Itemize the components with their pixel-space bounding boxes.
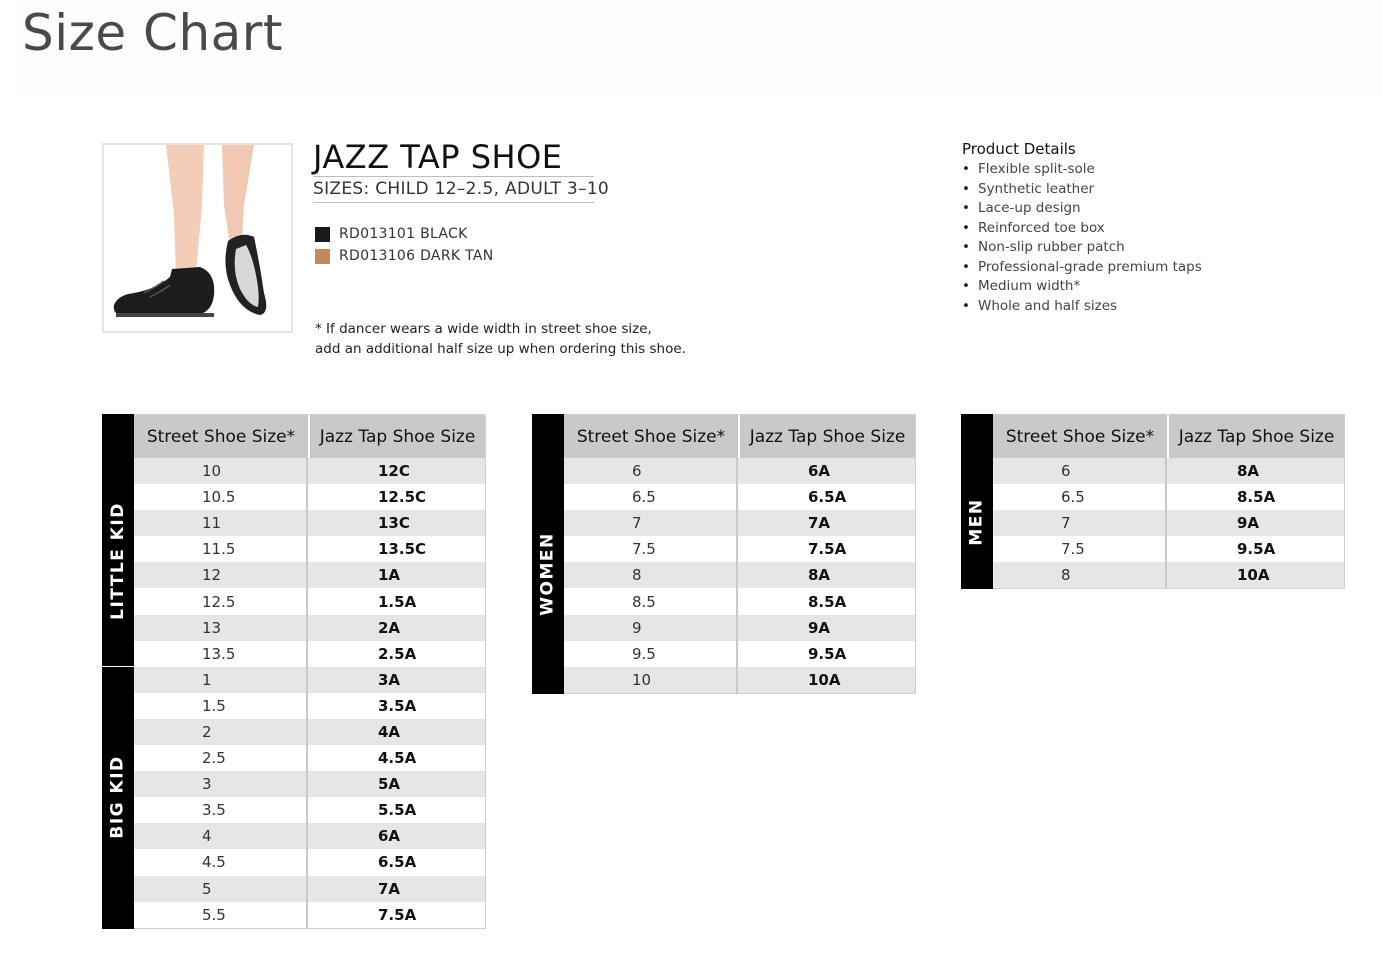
table-row <box>134 588 485 614</box>
street-size-cell: 2.5 <box>134 745 308 771</box>
header-street-size: Street Shoe Size* <box>993 415 1169 458</box>
street-size-cell: 6.5 <box>993 484 1167 510</box>
table-row <box>134 771 485 797</box>
table-row <box>993 510 1344 536</box>
color-list <box>315 223 494 267</box>
jazz-size-cell: 1.5A <box>378 592 417 611</box>
table-row <box>564 588 915 614</box>
category-label: LITTLE KID <box>108 502 128 621</box>
jazz-size-cell: 9A <box>1237 514 1260 533</box>
table-row <box>134 849 485 875</box>
street-size-cell: 9 <box>564 615 738 641</box>
jazz-size-cell: 8A <box>808 566 831 585</box>
jazz-size-cell: 8.5A <box>1237 488 1276 507</box>
product-sizes: SIZES: CHILD 12–2.5, ADULT 3–10 <box>313 179 610 199</box>
jazz-size-cell: 2A <box>378 618 401 637</box>
street-size-cell: 7 <box>993 510 1167 536</box>
jazz-size-cell: 5.5A <box>378 801 417 820</box>
category-sidebar <box>102 414 134 929</box>
jazz-size-cell: 3.5A <box>378 696 417 715</box>
table-header <box>134 415 485 458</box>
details-item: • Professional-grade premium taps <box>962 258 1202 278</box>
street-size-cell: 1.5 <box>134 693 308 719</box>
page-title: Size Chart <box>22 4 283 62</box>
street-size-cell: 4 <box>134 823 308 849</box>
street-size-cell: 6.5 <box>564 484 738 510</box>
street-size-cell: 8.5 <box>564 588 738 614</box>
jazz-size-cell: 12.5C <box>378 488 427 507</box>
jazz-size-cell: 9A <box>808 618 831 637</box>
details-title: Product Details <box>962 140 1076 158</box>
table-row <box>993 458 1344 484</box>
street-size-cell: 3 <box>134 771 308 797</box>
details-item: • Synthetic leather <box>962 180 1202 200</box>
street-size-cell: 4.5 <box>134 849 308 875</box>
table-row <box>134 693 485 719</box>
jazz-size-cell: 6.5A <box>378 853 417 872</box>
table-row <box>134 615 485 641</box>
product-name: JAZZ TAP SHOE <box>313 138 563 176</box>
jazz-size-cell: 7.5A <box>378 905 417 924</box>
size-grid <box>564 414 916 694</box>
street-size-cell: 10 <box>134 458 308 484</box>
header-jazz-size: Jazz Tap Shoe Size <box>749 426 906 447</box>
street-size-cell: 6 <box>564 458 738 484</box>
jazz-size-cell: 12C <box>378 462 410 481</box>
street-size-cell: 7.5 <box>564 536 738 562</box>
table-row <box>134 641 485 667</box>
category-label: MEN <box>967 498 988 546</box>
table-row <box>134 902 485 928</box>
jazz-size-cell: 6A <box>808 462 831 481</box>
street-size-cell: 9.5 <box>564 641 738 667</box>
size-grid <box>993 414 1345 589</box>
table-row <box>134 797 485 823</box>
footnote-line: add an additional half size up when ordering this shoe. <box>315 341 686 357</box>
jazz-size-cell: 2.5A <box>378 644 417 663</box>
category-segment <box>532 457 564 692</box>
street-size-cell: 5.5 <box>134 902 308 928</box>
table-row <box>564 641 915 667</box>
size-table-men <box>961 414 1345 589</box>
street-size-cell: 6 <box>993 458 1167 484</box>
street-size-cell: 10 <box>564 667 738 693</box>
street-size-cell: 13 <box>134 615 308 641</box>
jazz-size-cell: 8A <box>1237 462 1260 481</box>
street-size-cell: 8 <box>993 562 1167 588</box>
jazz-size-cell: 4A <box>378 722 401 741</box>
table-row <box>993 562 1344 588</box>
street-size-cell: 5 <box>134 876 308 902</box>
street-size-cell: 12 <box>134 562 308 588</box>
street-size-cell: 1 <box>134 667 308 693</box>
table-header <box>993 415 1344 458</box>
table-row <box>564 615 915 641</box>
details-item: • Lace-up design <box>962 199 1202 219</box>
table-row <box>134 823 485 849</box>
street-size-cell: 8 <box>564 562 738 588</box>
footnote-line: * If dancer wears a wide width in street shoe size, <box>315 321 652 337</box>
details-item: • Reinforced toe box <box>962 219 1202 239</box>
color-code: RD013101 BLACK <box>339 226 468 242</box>
table-row <box>134 458 485 484</box>
size-grid <box>134 414 486 929</box>
jazz-size-cell: 10A <box>808 670 841 689</box>
table-row <box>134 667 485 693</box>
table-row <box>564 562 915 588</box>
street-size-cell: 11 <box>134 510 308 536</box>
jazz-size-cell: 9.5A <box>808 644 847 663</box>
sidebar-spacer <box>102 414 134 457</box>
street-size-cell: 3.5 <box>134 797 308 823</box>
street-size-cell: 13.5 <box>134 641 308 667</box>
table-row <box>134 745 485 771</box>
jazz-size-cell: 13C <box>378 514 410 533</box>
sidebar-spacer <box>532 414 564 457</box>
sidebar-spacer <box>961 414 993 457</box>
category-label: BIG KID <box>108 755 129 839</box>
jazz-size-cell: 8.5A <box>808 592 847 611</box>
table-row <box>564 510 915 536</box>
color-swatch <box>315 227 330 242</box>
jazz-size-cell: 7A <box>378 879 401 898</box>
details-item: • Whole and half sizes <box>962 297 1202 317</box>
table-row <box>993 536 1344 562</box>
street-size-cell: 11.5 <box>134 536 308 562</box>
table-row <box>134 484 485 510</box>
header-street-size: Street Shoe Size* <box>134 415 310 458</box>
table-row <box>564 667 915 693</box>
divider <box>313 202 594 203</box>
category-sidebar <box>532 414 564 694</box>
jazz-size-cell: 3A <box>378 670 401 689</box>
jazz-size-cell: 6.5A <box>808 488 847 507</box>
size-table-kids <box>102 414 486 929</box>
street-size-cell: 7.5 <box>993 536 1167 562</box>
jazz-size-cell: 10A <box>1237 566 1270 585</box>
details-item: • Medium width* <box>962 277 1202 297</box>
color-item-dark-tan <box>315 245 494 267</box>
table-row <box>134 562 485 588</box>
color-swatch <box>315 249 330 264</box>
product-details <box>962 140 1202 316</box>
street-size-cell: 2 <box>134 719 308 745</box>
tap-shoe-illustration <box>104 145 291 331</box>
street-size-cell: 12.5 <box>134 588 308 614</box>
table-row <box>134 876 485 902</box>
details-item: • Flexible split-sole <box>962 160 1202 180</box>
table-row <box>993 484 1344 510</box>
jazz-size-cell: 7A <box>808 514 831 533</box>
jazz-size-cell: 4.5A <box>378 749 417 768</box>
category-label: WOMEN <box>538 532 558 617</box>
product-image <box>102 143 293 333</box>
table-body <box>564 458 915 693</box>
divider <box>313 176 594 177</box>
category-segment <box>961 457 993 588</box>
table-row <box>564 484 915 510</box>
details-list <box>962 160 1202 316</box>
table-header <box>564 415 915 458</box>
jazz-size-cell: 13.5C <box>378 540 427 559</box>
street-size-cell: 10.5 <box>134 484 308 510</box>
width-footnote <box>315 319 735 359</box>
table-row <box>564 536 915 562</box>
jazz-size-cell: 9.5A <box>1237 540 1276 559</box>
color-item-black <box>315 223 494 245</box>
category-segment <box>102 666 134 928</box>
street-size-cell: 7 <box>564 510 738 536</box>
header-street-size: Street Shoe Size* <box>564 415 740 458</box>
jazz-size-cell: 6A <box>378 827 401 846</box>
jazz-size-cell: 7.5A <box>808 540 847 559</box>
jazz-size-cell: 5A <box>378 775 401 794</box>
table-row <box>134 719 485 745</box>
jazz-size-cell: 1A <box>378 566 401 585</box>
color-code: RD013106 DARK TAN <box>339 248 494 264</box>
header-jazz-size: Jazz Tap Shoe Size <box>319 426 476 447</box>
category-sidebar <box>961 414 993 589</box>
details-item: • Non-slip rubber patch <box>962 238 1202 258</box>
table-body <box>993 458 1344 588</box>
table-row <box>564 458 915 484</box>
table-row <box>134 510 485 536</box>
table-row <box>134 536 485 562</box>
size-table-women <box>532 414 916 694</box>
header-jazz-size: Jazz Tap Shoe Size <box>1178 426 1335 447</box>
table-body <box>134 458 485 928</box>
category-segment <box>102 457 134 666</box>
